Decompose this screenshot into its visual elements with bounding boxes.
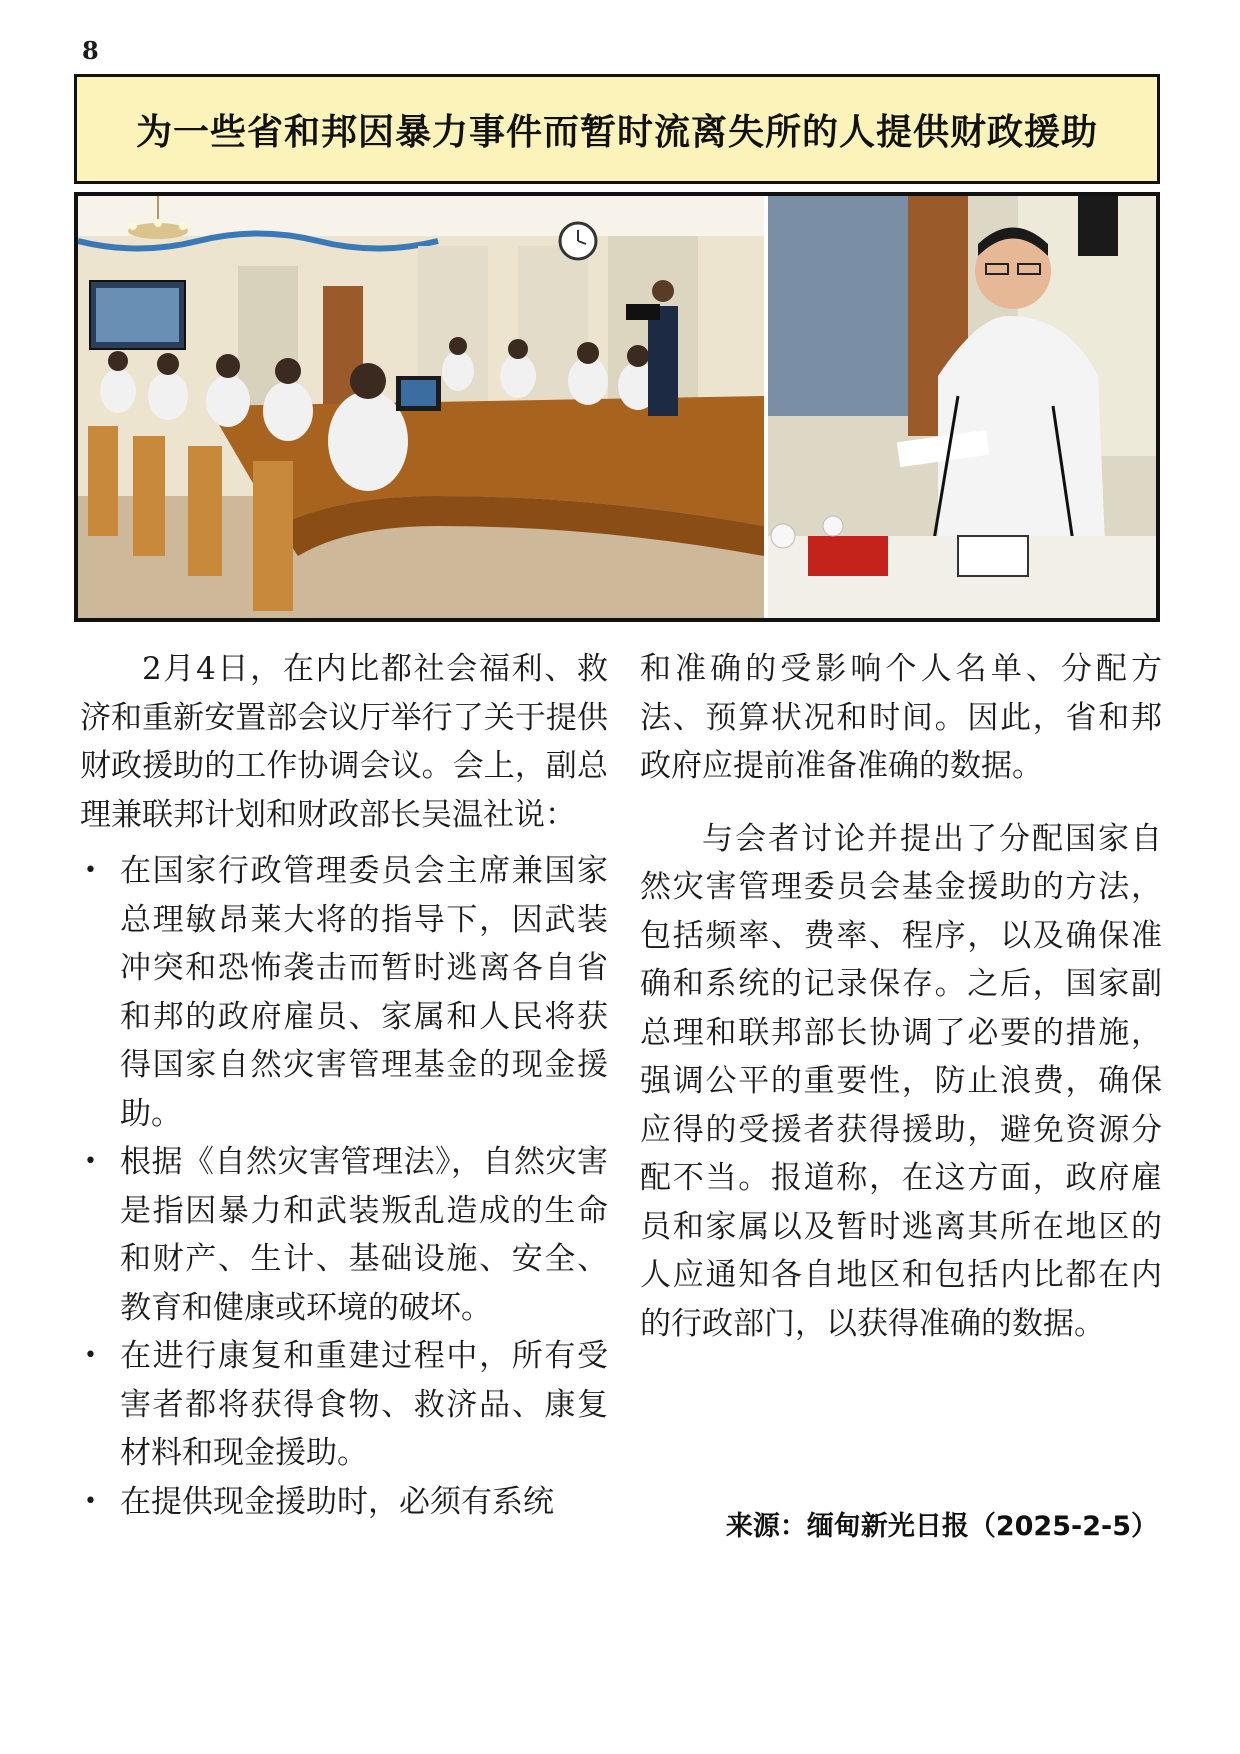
bullet-text: 在进行康复和重建过程中，所有受害者都将获得食物、救济品、康复材料和现金援助。 <box>120 1338 608 1471</box>
bullet-list <box>80 847 608 1526</box>
bullet-text: 在提供现金援助时，必须有系统 <box>120 1483 554 1520</box>
wall-clock-icon <box>560 223 596 259</box>
bullet-icon: • <box>84 858 97 883</box>
title-banner <box>74 74 1160 184</box>
article-title: 为一些省和邦因暴力事件而暂时流离失所的人提供财政援助 <box>135 111 1098 153</box>
bullet-icon: • <box>84 1488 97 1514</box>
left-column <box>80 645 608 1526</box>
page-number: 8 <box>82 36 99 65</box>
bullet-icon: • <box>84 1343 97 1368</box>
list-item <box>80 1478 608 1527</box>
bullet-text: 根据《自然灾害管理法》，自然灾害是指因暴力和武装叛乱造成的生命和财产、生计、基础设施、安全、教育和健康或环境的破坏。 <box>120 1144 608 1326</box>
list-item <box>80 1138 608 1332</box>
list-item <box>80 847 608 1138</box>
speaker-photo <box>768 196 1156 618</box>
discussion-paragraph: 与会者讨论并提出了分配国家自然灾害管理委员会基金援助的方法，包括频率、费率、程序，以及确保准确和系统的记录保存。之后，国家副总理和联邦部长协调了必要的措施，强调公平的重要性，防止浪费，确保应得的受援者获得援助，避免资源分配不当。报道称，在这方面，政府雇员和家属以及暂时逃离其所在地区的人应通知各自地区和包括内比都在内的行政部门，以获得准确的数据。 <box>640 820 1162 1342</box>
meeting-hall-photo <box>78 196 764 618</box>
list-item <box>80 1332 608 1478</box>
source-credit: 来源：缅甸新光日报（2025-2-5） <box>725 1511 1158 1542</box>
continuation-paragraph: 和准确的受影响个人名单、分配方法、预算状况和时间。因此，省和邦政府应提前准备准确的数据。 <box>640 651 1162 784</box>
photo-strip <box>74 192 1160 622</box>
bullet-text: 在国家行政管理委员会主席兼国家总理敏昂莱大将的指导下，因武装冲突和恐怖袭击而暂时逃离各自省和邦的政府雇员、家属和人民将获得国家自然灾害管理基金的现金援助。 <box>120 853 608 1132</box>
bullet-icon: • <box>84 1149 97 1174</box>
intro-paragraph: 2月4日，在内比都社会福利、救济和重新安置部会议厅举行了关于提供财政援助的工作协调会议。会上，副总理兼联邦计划和财政部长吴温社说： <box>80 651 608 833</box>
right-column <box>640 645 1162 1348</box>
